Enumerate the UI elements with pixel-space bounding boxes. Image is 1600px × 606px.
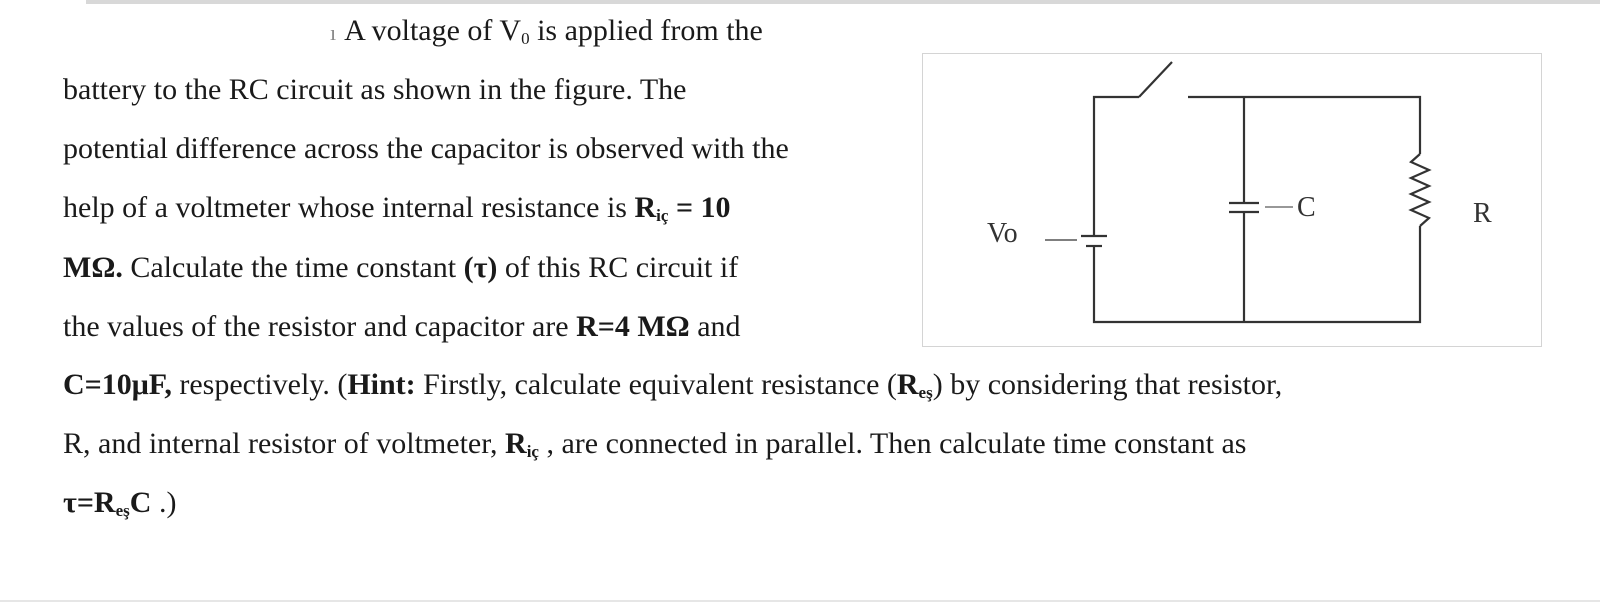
subscript: 0: [521, 29, 530, 48]
bottom-divider: [0, 600, 1600, 602]
problem-line-9: [63, 486, 176, 528]
text-fragment: R, and internal resistor of voltmeter,: [63, 427, 506, 460]
text-fragment: and: [689, 310, 741, 343]
tau-symbol: (τ): [463, 251, 498, 284]
text-fragment: A voltage of V: [344, 14, 522, 47]
problem-line-4: [63, 191, 731, 233]
subscript: iç: [526, 442, 539, 461]
problem-line-1: [330, 14, 763, 56]
resistor-label: R: [1473, 198, 1492, 229]
text-fragment: of this RC circuit if: [497, 251, 739, 284]
internal-resistance-symbol: R: [505, 427, 527, 460]
subscript: iç: [656, 206, 669, 225]
text-fragment: ) by considering that resistor,: [932, 368, 1283, 401]
rc-circuit-diagram: [923, 54, 1541, 346]
problem-line-8: [63, 427, 1246, 469]
circuit-figure: [922, 53, 1542, 347]
wire-top: [1188, 97, 1420, 154]
internal-resistance-value: = 10: [668, 191, 731, 224]
text-fragment: is applied from the: [529, 14, 763, 47]
capacitor-value: C=10μF,: [63, 368, 172, 401]
text-fragment: the values of the resistor and capacitor are: [63, 310, 577, 343]
text-fragment: .): [151, 486, 177, 519]
text-fragment: help of a voltmeter whose internal resistance is: [63, 191, 635, 224]
capacitor-label: C: [1297, 192, 1316, 223]
wire-bottom: [1094, 226, 1420, 322]
problem-line-5: [63, 251, 738, 285]
resistor-zigzag: [1411, 154, 1429, 226]
unit-megaohm: MΩ.: [63, 251, 123, 284]
internal-resistance-symbol: R: [634, 191, 657, 224]
problem-line-7: [63, 368, 1282, 410]
subscript: eş: [918, 383, 933, 402]
hint-label: Hint:: [347, 368, 416, 401]
tau-formula: τ=R: [63, 486, 116, 519]
text-fragment: , are connected in parallel. Then calculate time constant as: [538, 427, 1247, 460]
problem-line-6: [63, 310, 741, 344]
problem-line-2: battery to the RC circuit as shown in the figure. The: [63, 73, 687, 106]
source-label: Vo: [987, 218, 1018, 249]
capacitance-symbol: C: [129, 486, 152, 519]
marker-tick: ı: [330, 20, 337, 45]
switch-blade: [1139, 62, 1172, 97]
text-fragment: respectively. (: [171, 368, 348, 401]
subscript: eş: [115, 501, 130, 520]
text-fragment: Firstly, calculate equivalent resistance (: [415, 368, 897, 401]
equivalent-resistance-symbol: R: [896, 368, 919, 401]
resistor-value: R=4 MΩ: [576, 310, 690, 343]
text-fragment: Calculate the time constant: [122, 251, 464, 284]
top-divider: [86, 0, 1600, 4]
problem-line-3: potential difference across the capacitor is observed with the: [63, 132, 789, 165]
wire-left-top: [1094, 97, 1139, 236]
